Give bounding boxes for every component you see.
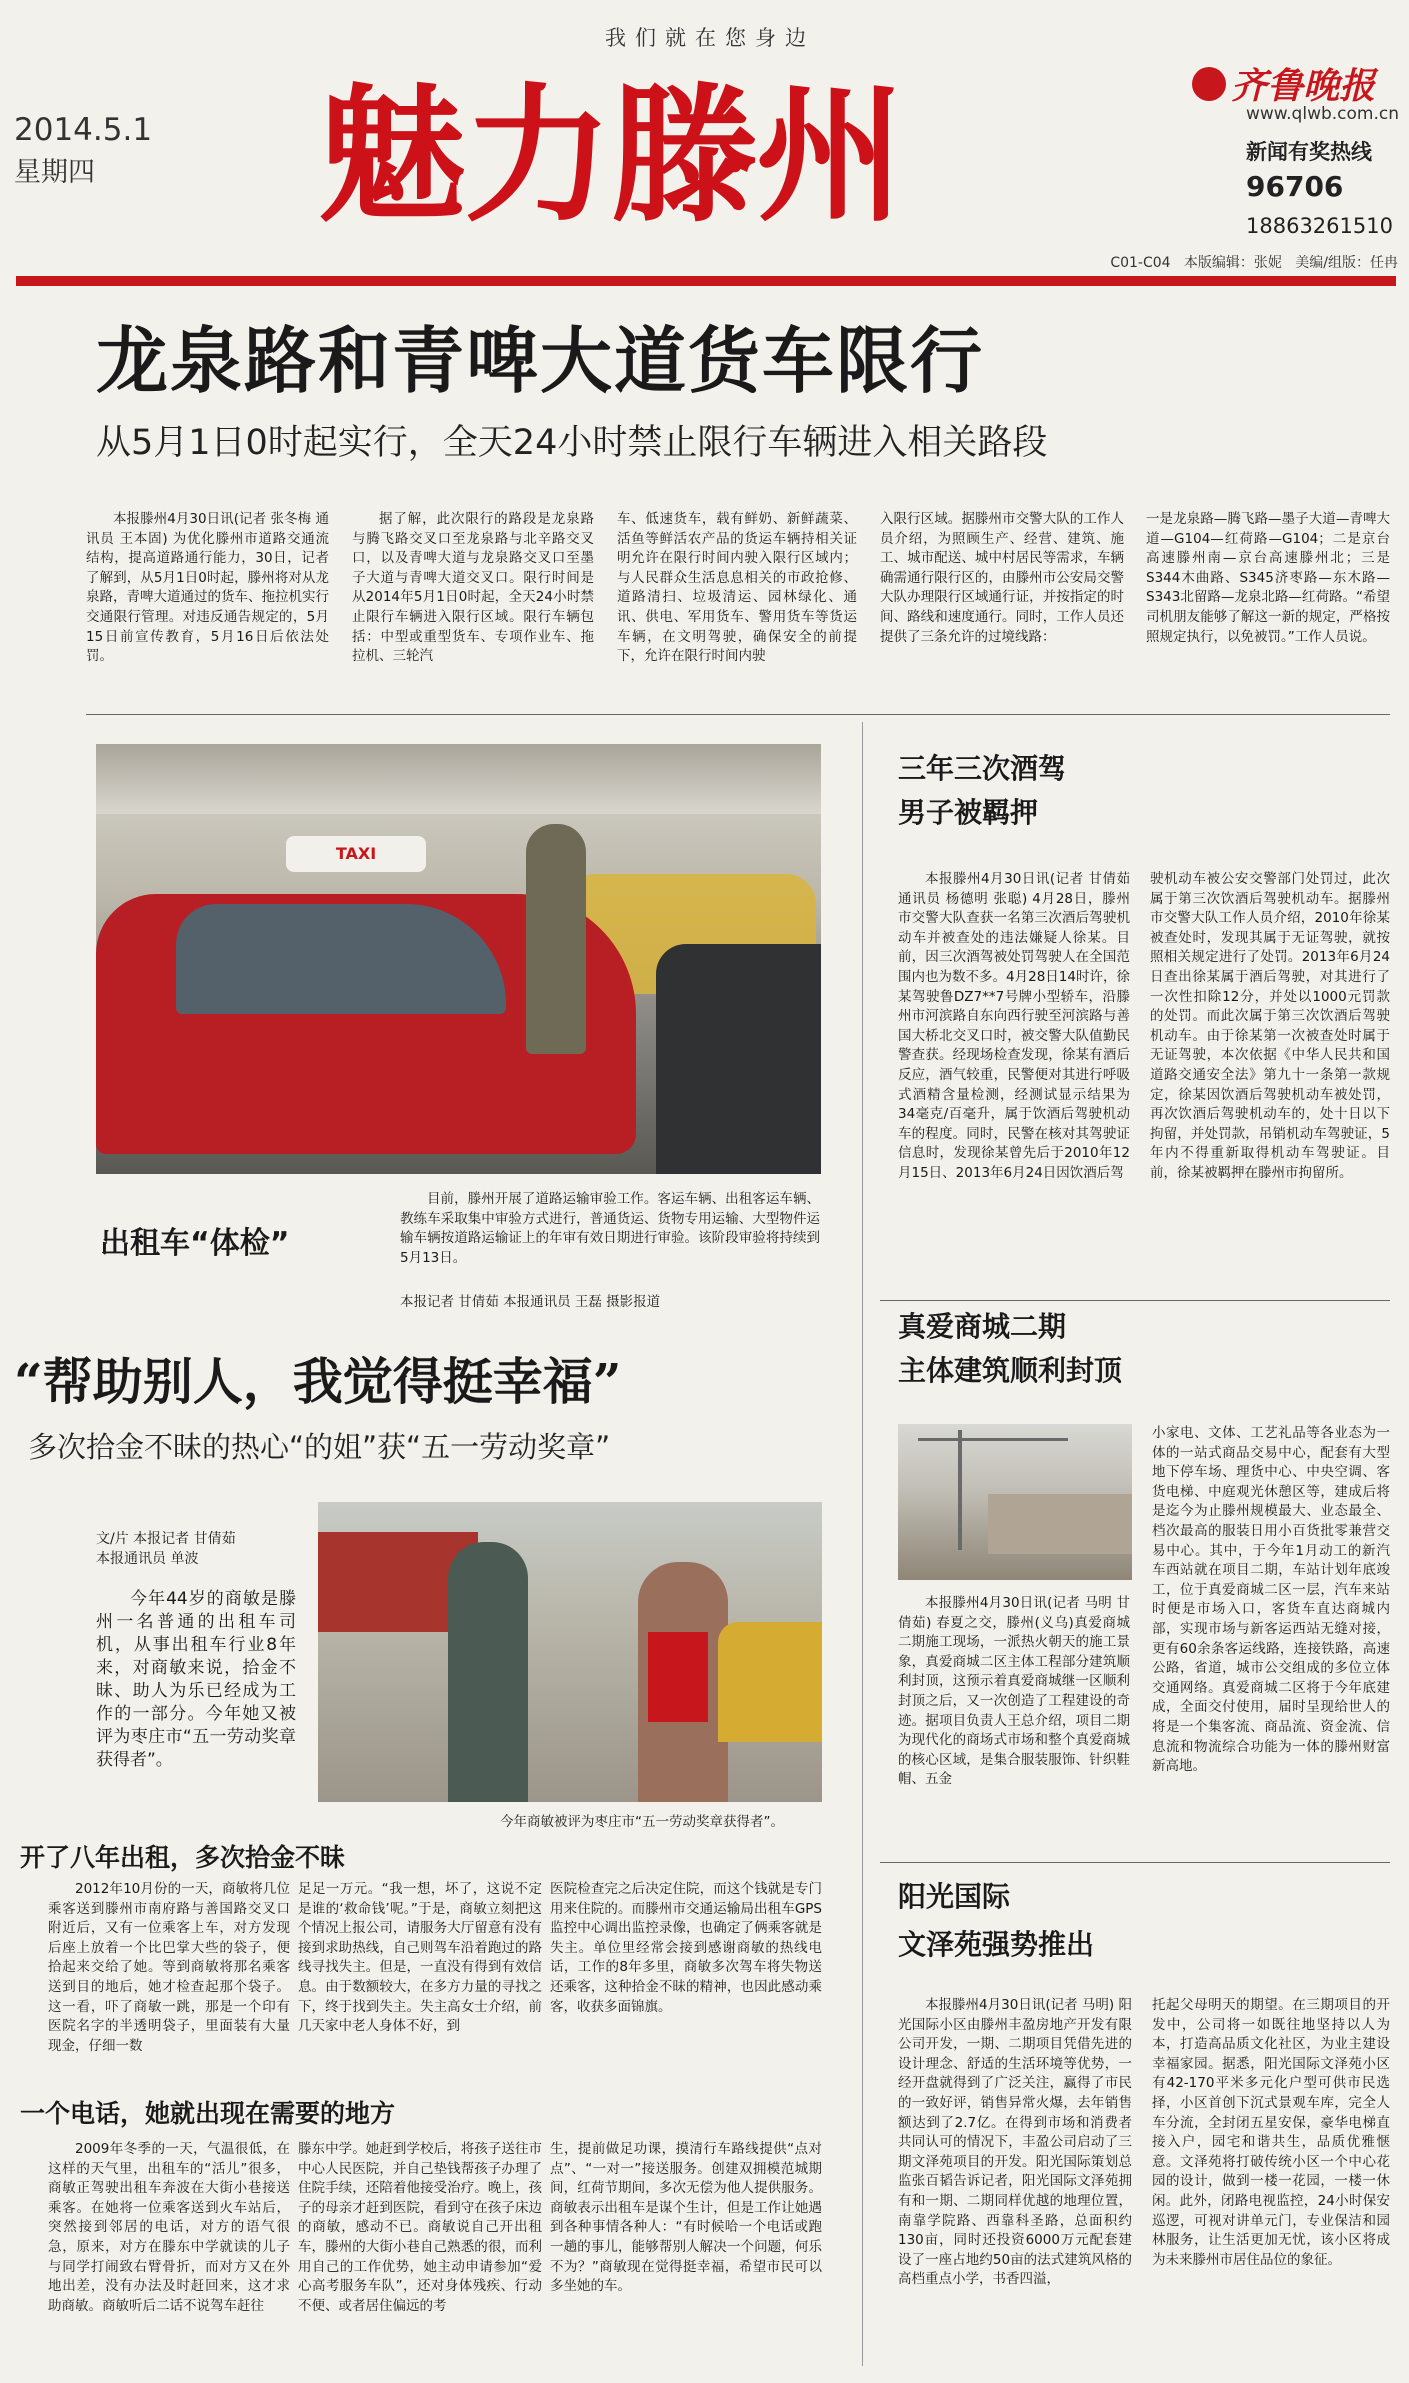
section-2-column-2: 滕东中学。她赶到学校后，将孩子送往市中心人民医院，并自己垫钱帮孩子办理了住院手续，还陪着他接受治疗。晚上，孩子的母亲才赶到医院，看到守在孩子床边的商敏，感动不已。商敏说自己开出租车，滕州的大街小巷自己熟悉的很，而利用自己的工作优势，她主动申请参加“爱心高考服务车队”，还对身体残疾、行动不便、或者居住偏远的考 [298,2141,542,2314]
lead-column-2: 据了解，此次限行的路段是龙泉路与腾飞路交叉口至龙泉路与北辛路交叉口，以及青啤大道与龙泉路交叉口至墨子大道与青啤大道交叉口。限行时间是从2014年5月1日0时起，全天24小时禁止限行车辆进入限行区域。限行车辆包括：中型或重型货车、专项作业车、拖拉机、三轮汽 [352,511,594,665]
hotline-short-number: 96706 [1246,170,1344,203]
hotline-phone: 18863261510 [1246,214,1393,238]
mall-divider [880,1862,1390,1863]
inspector-figure [526,824,586,1054]
page-title: 魅力滕州 [318,68,902,242]
sunshine-headline-line2: 文泽苑强势推出 [898,1928,1095,1961]
drunk-column-1: 本报滕州4月30日讯(记者 甘倩茹 通讯员 杨德明 张聪) 4月28日，滕州市交警大队查获一名第三次酒后驾驶机动车并被查处的违法嫌疑人徐某。目前，因三次酒驾被处罚驾驶人在全国范围内也为数不多。4月28日14时许，徐某驾驶鲁DZ7**7号牌小型轿车，沿滕州市河滨路自东向西行驶至河滨路与善国大桥北交叉口时，被交警大队值勤民警查获。经现场检查发现，徐某有酒后反应，酒气较重，民警便对其进行呼吸式酒精含量检测，经测试显示结果为34毫克/百毫升，属于饮酒后驾驶机动车的程度。同时，民警在核对其驾驶证信息时，发现徐某曾先后于2010年12月15日、2013年6月24日因饮酒后驾 [898,871,1130,1181]
yellow-taxi [718,1622,822,1742]
feature-headline: “帮助别人，我觉得挺幸福” [14,1352,622,1411]
dark-car [656,944,821,1174]
sunshine-column-2: 托起父母明天的期望。在三期项目的开发中，公司将一如既往地坚持以人为本，打造高品质文化社区，为业主建设幸福家园。据悉，阳光国际文泽苑小区有42-170平米多元化户型可供市民选择，小区首创下沉式景观车库，完全人车分流，全封闭五星安保，豪华电梯直接入户，园宅和谐共生，品质优雅惬意。文泽苑将打破传统小区一个中心花园的设计，做到一楼一花园，一楼一休闲。此外，闭路电视监控，24小时保安巡逻，可视对讲单元门，专业保洁和园林服务，让生活更加无忧，该小区将成为未来滕州市居住品位的象征。 [1152,1997,1390,2268]
feature-byline-2: 本报通讯员 单波 [96,1551,199,1567]
lead-headline: 龙泉路和青啤大道货车限行 [96,318,985,403]
award-sash [648,1632,708,1722]
drunk-headline-line2: 男子被羁押 [898,796,1039,829]
feature-subhead: 多次拾金不昧的热心“的姐”获“五一劳动奖章” [28,1430,611,1464]
lead-divider [86,714,1390,715]
taxi-photo-credit: 本报记者 甘倩茹 本报通讯员 王磊 摄影报道 [400,1294,661,1310]
issue-date: 2014.5.1 [14,112,153,148]
sunshine-column-1: 本报滕州4月30日讯(记者 马明) 阳光国际小区由滕州丰盈房地产开发有限公司开发，一期、二期项目凭借先进的设计理念、舒适的生活环境等优势，一经开盘就得到了广泛关注，赢得了市民的一致好评，销售异常火爆，去年销售额达到了2.7亿。在得到市场和消费者共同认可的情况下，丰盈公司启动了三期文泽苑项目的开发。阳光国际策划总监张百韬告诉记者，阳光国际文泽苑拥有和一期、二期同样优越的地理位置，南靠学院路、西靠科圣路，总面积约130亩，同时还投资6000万元配套建设了一座占地约50亩的法式建筑风格的高档重点小学，书香四溢， [898,1997,1132,2288]
paper-logo-text: 齐鲁晚报 [1231,65,1376,107]
feature-section-2-title: 一个电话，她就出现在需要的地方 [20,2099,396,2128]
paper-website: www.qlwb.com.cn [1246,104,1399,124]
lead-column-3: 车、低速货车，载有鲜奶、新鲜蔬菜、活鱼等鲜活农产品的货运车辆持相关证明允许在限行时间内驶入限行区域内；与人民群众生活息息相关的市政抢修、道路清扫、垃圾清运、园林绿化、通讯、供电、军用货车、警用货车等货运车辆，在文明驾驶，确保安全的前提下，允许在限行时间内驶 [617,511,857,665]
section-1-column-1: 2012年10月份的一天，商敏将几位乘客送到滕州市南府路与善国路交叉口附近后，又有一位乘客上车，对方发现后座上放着一个比巴掌大些的袋子，便拾起来交给了她。等到商敏将那名乘客送到目的地后，她才检查起那个袋子。这一看，吓了商敏一跳，那是一个印有医院名字的半透明袋子，里面装有大量现金，仔细一数 [48,1881,290,2054]
edition-info: C01-C04 本版编辑：张妮 美编/组版：任冉 [1110,255,1398,271]
paper-logo [1192,58,1375,109]
feature-intro: 今年44岁的商敏是滕州一名普通的出租车司机，从事出租车行业8年来，对商敏来说，拾金不昧、助人为乐已经成为工作的一部分。今年她又被评为枣庄市“五一劳动奖章获得者”。 [96,1589,296,1770]
section-2-column-1: 2009年冬季的一天，气温很低，在这样的天气里，出租车的“活儿”很多，商敏正驾驶出租车奔波在大街小巷接送乘客。在她将一位乘客送到火车站后，突然接到邻居的电话，对方的语气很急，原来，对方在滕东中学就读的儿子与同学打闹致右臂骨折，而对方又在外地出差，没有办法及时赶回来，这才求助商敏。商敏听后二话不说驾车赶往 [48,2141,290,2314]
drunk-headline-line1: 三年三次酒驾 [898,752,1067,785]
crane-arm [918,1438,1068,1441]
lead-column-5: 一是龙泉路—腾飞路—墨子大道—青啤大道—G104—红荷路—G104；二是京台高速滕州南—京台高速滕州北；三是S344木曲路、S345济枣路—东木路—S343北留路—龙泉北路—红荷路。“希望司机朋友能够了解这一新的规定，严格按照规定执行，以免被罚。”工作人员说。 [1146,511,1390,645]
section-2-column-3: 生，提前做足功课，摸清行车路线提供“点对点”、“一对一”接送服务。创建双拥模范城期间，红荷节期间，多次无偿为他人提供服务。商敏表示出租车是谋个生计，但是工作让她遇到各种事情各种人：“有时候哈一个电话或跑一趟的事儿，能够帮别人解决一个问题，何乐不为？”商敏现在觉得挺幸福，希望市民可以多坐她的车。 [550,2141,822,2295]
lead-subhead: 从5月1日0时起实行，全天24小时禁止限行车辆进入相关路段 [96,423,1048,463]
taxi-windshield [176,904,506,1014]
crane [958,1430,962,1550]
mall-left-column: 本报滕州4月30日讯(记者 马明 甘倩茹) 春夏之交，滕州(义乌)真爱商城二期施工现场，一派热火朝天的施工景象，真爱商城二区主体工程部分建筑顺利封顶，这预示着真爱商城继一区顺利封顶之后，又一次创造了工程建设的奇迹。据项目负责人王总介绍，项目二期为现代化的商场式市场和整个真爱商城的核心区域，是集合服装服饰、针织鞋帽、五金 [898,1595,1130,1788]
mall-building [988,1494,1132,1554]
lead-column-1: 本报滕州4月30日讯(记者 张冬梅 通讯员 王本固) 为优化滕州市道路交通流结构，提高道路通行能力，30日，记者了解到，从5月1日0时起，滕州将对从龙泉路，青啤大道通过的货车、拖拉机实行交通限行管理。对违反通告规定的，5月15日前宣传教育，5月16日后依法处罚。 [86,511,329,665]
logo-emblem-icon [1192,67,1226,101]
mall-headline-line1: 真爱商城二期 [898,1310,1067,1343]
officer-figure [448,1542,528,1802]
lead-column-4: 入限行区域。据滕州市交警大队的工作人员介绍，为照顾生产、经营、建筑、施工、城市配送、城中村居民等需求，车辆确需通行限行区的，由滕州市公安局交警大队办理限行区域通行证，并按指定的时间、路线和速度通行。同时，工作人员还提供了三条允许的过境线路： [880,511,1124,645]
column-divider-right [862,722,863,2366]
taxi-sign-text: TAXI [335,844,377,863]
taxi-photo-label: 出租车“体检” [100,1226,290,1261]
sunshine-headline-line1: 阳光国际 [898,1880,1011,1913]
mall-construction-photo [898,1424,1132,1580]
feature-byline-1: 文/片 本报记者 甘倩茹 [96,1531,236,1547]
garage-roof [96,744,821,814]
mall-headline-line2: 主体建筑顺利封顶 [898,1354,1123,1387]
section-1-column-3: 医院检查完之后决定住院，而这个钱就是专门用来住院的。而滕州市交通运输局出租车GPS监控中心调出监控录像，也确定了俩乘客就是失主。单位里经常会接到感谢商敏的热线电话，工作的8年多里，商敏多次驾车将失物送还乘客，这种拾金不昧的精神，也因此感动乘客，收获多面锦旗。 [550,1881,822,2015]
taxi-roof-sign [286,836,426,872]
issue-weekday: 星期四 [14,157,95,188]
feature-section-1-title: 开了八年出租，多次拾金不昧 [20,1843,346,1872]
driver-award-photo [318,1502,822,1802]
masthead-red-rule [16,276,1396,286]
drunk-column-2: 驶机动车被公安交警部门处罚过，此次属于第三次饮酒后驾驶机动车。据滕州市交警大队工作人员介绍，2010年徐某被查处时，发现其属于无证驾驶，就按照相关规定进行了处罚。2013年6月24日查出徐某属于酒后驾驶，对其进行了一次性扣除12分，并处以1000元罚款的处罚。而此次属于第三次饮酒后驾驶机动车。由于徐某第一次被查处时属于无证驾驶，本次依据《中华人民共和国道路交通安全法》第九十一条第一款规定，徐某因饮酒后驾驶机动车被处罚，再次饮酒后驾驶机动车的，处十日以下拘留，并处罚款，吊销机动车驾驶证，5年内不得重新取得机动车驾驶证。目前，徐某被羁押在滕州市拘留所。 [1150,871,1390,1181]
masthead-slogan: 我们就在您身边 [605,26,815,50]
driver-photo-caption: 今年商敏被评为枣庄市“五一劳动奖章获得者”。 [500,1814,784,1830]
drunk-divider [880,1300,1390,1301]
hotline-label: 新闻有奖热线 [1246,140,1372,164]
section-1-column-2: 足足一万元。“我一想，坏了，这说不定是谁的‘救命钱’呢。”于是，商敏立刻把这个情况上报公司，请服务大厅留意有没有接到求助热线，自己则驾车沿着跑过的路线寻找失主。但是，一直没有得到有效信息。由于数额较大，在多方力量的寻找之下，终于找到失主。失主高女士介绍，前几天家中老人身体不好，到 [298,1881,542,2035]
mall-right-top-column: 小家电、文体、工艺礼品等各业态为一体的一站式商品交易中心，配套有大型地下停车场、理货中心、中央空调、客货电梯、中庭观光休憩区等，建成后将是迄今为止滕州规模最大、业态最全、档次最高的服装日用小百货批零兼营交易中心。其中，于今年1月动工的新汽车西站就在项目二期，车站计划年底竣工，位于真爱商城二区一层，汽车来站时便是市场入口，客货车直达商城内部，实现市场与新客运西站无缝对接，更有60余条客运线路，连接铁路，高速公路，省道，城市公交组成的多位立体交通网络。真爱商城二区将于今年底建成，全面交付使用，届时呈现给世人的将是一个集客流、商品流、资金流、信息流和物流综合功能为一体的滕州财富新高地。 [1152,1425,1390,1775]
taxi-inspection-photo [96,744,821,1174]
taxi-photo-caption: 目前，滕州开展了道路运输审验工作。客运车辆、出租客运车辆、教练车采取集中审验方式进行，普通货运、货物专用运输、大型物件运输车辆按道路运输证上的年审有效日期进行审验。该阶段审验将持续到5月13日。 [400,1191,820,1266]
